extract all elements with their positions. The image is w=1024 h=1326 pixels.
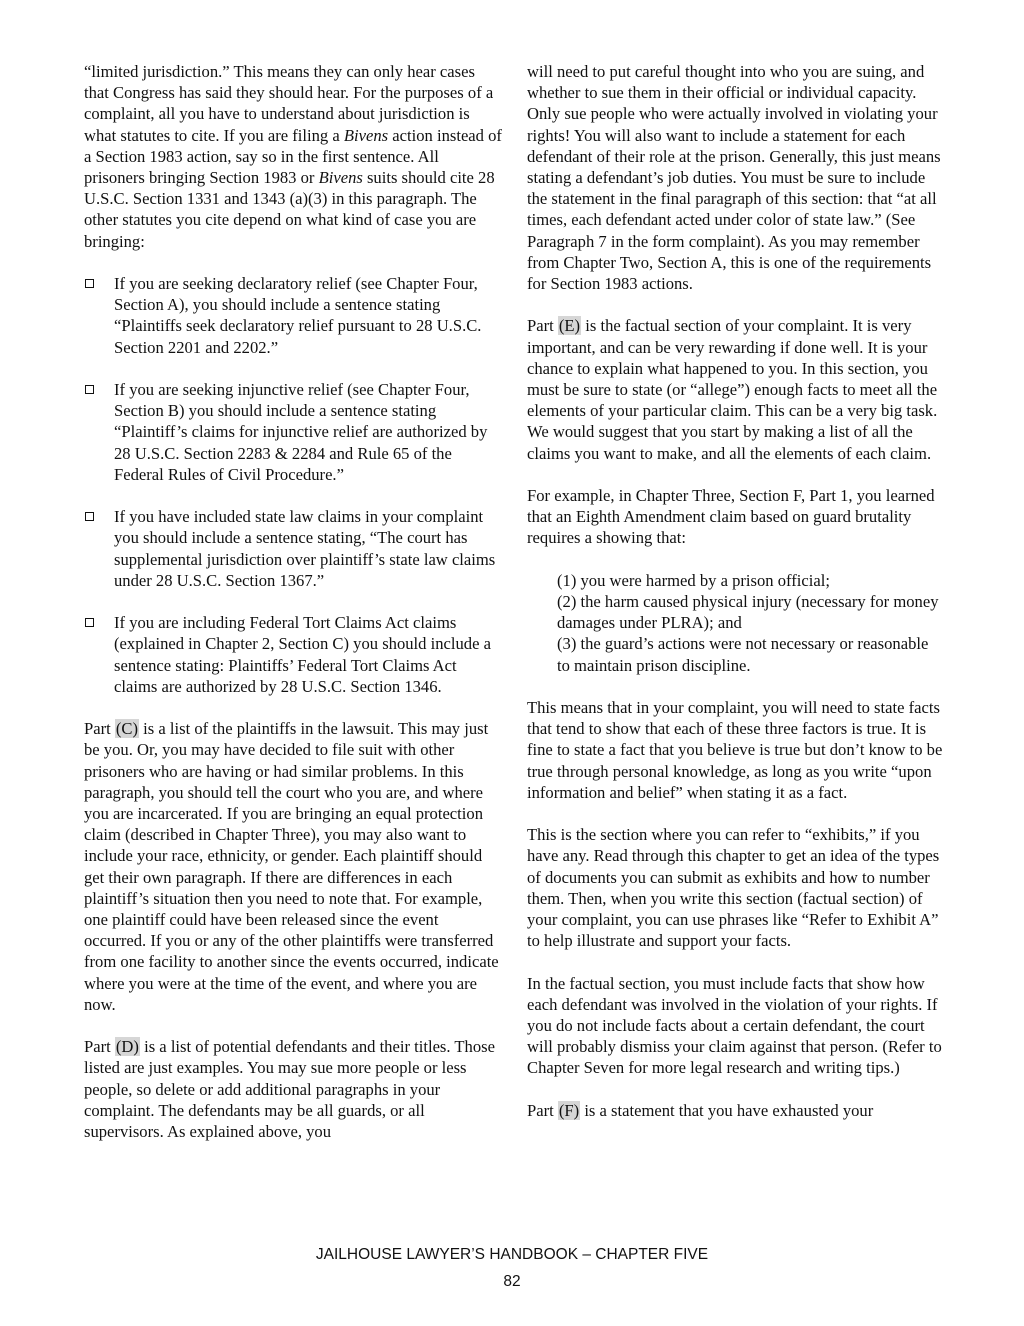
- means-paragraph: This means that in your complaint, you will need to state facts that tend to show that each of these three factors is true. It is fine to state a fact that you believe is true but don’t know to be true through personal knowledge, as long as you write “upon information and belief” when stating it as a fact.: [527, 698, 943, 802]
- bullet-text: If you are seeking injunctive relief (see Chapter Four, Section B) you should include a sentence stating “Plaintiff’s claims for injunctive relief are authorized by 28 U.S.C. Section 2283 & 2284 and Rule 65 of the Federal Rules of Civil Procedure.”: [114, 380, 488, 484]
- list-item: [84, 273, 502, 358]
- part-word: Part: [84, 1037, 115, 1057]
- intro-paragraph: [84, 61, 502, 252]
- list-item: [84, 506, 502, 591]
- part-d-paragraph: [84, 1036, 502, 1142]
- part-c-text: is a list of the plaintiffs in the lawsuit. This may just be you. Or, you may have decided to file suit with other prisoners who are having or had similar problems. In this paragraph, you should tell the court who you are, and where you are incarcerated. If you are bringing an equal protection claim (described in Chapter Three), you may also want to include your race, ethnicity, or gender. Each plaintiff should get their own paragraph. If there are differences in each plaintiff’s situation then you need to note that. For example, one plaintiff could have been released since the event occurred. If you or any of the other plaintiffs were transferred from one facility to another since the events occurred, indicate where you were at the time of the event, and where you are now.: [84, 719, 499, 1014]
- part-f-label: (F): [558, 1100, 580, 1120]
- part-e-label: (E): [558, 316, 581, 336]
- left-column: [84, 61, 502, 1163]
- intro-text-c: suits should cite 28 U.S.C. Section 1331 and 1343 (a)(3) in this paragraph. The other statutes you cite depend on what kind of case you are bringing:: [84, 168, 495, 251]
- intro-text-b: action instead of a Section 1983 action, say so in the first sentence. All prisoners bringing Section 1983 or: [84, 125, 502, 188]
- example-paragraph: For example, in Chapter Three, Section F, Part 1, you learned that an Eighth Amendment claim based on guard brutality requires a showing that:: [527, 486, 935, 548]
- part-e-text: is the factual section of your complaint. It is very important, and can be very rewarding if done well. It is your chance to explain what happened to you. In this section, you must be sure to state (or “allege”) enough facts to meet all the elements of your particular claim. This can be a very big task. We would suggest that you start by making a list of all the claims you want to make, and all the elements of each claim.: [527, 316, 938, 463]
- claim-elements-list: [527, 570, 945, 676]
- part-f-text: is a statement that you have exhausted your: [580, 1100, 874, 1120]
- part-word: Part: [84, 719, 115, 739]
- part-e-paragraph: [527, 315, 945, 463]
- bullet-text: If you are seeking declaratory relief (see Chapter Four, Section A), you should include a sentence stating “Plaintiffs seek declaratory relief pursuant to 28 U.S.C. Section 2201 and 2202.”: [114, 274, 482, 357]
- page-number: 82: [503, 1273, 521, 1290]
- checkbox-square-icon: [85, 385, 94, 394]
- footer-title: JAILHOUSE LAWYER’S HANDBOOK – CHAPTER FIVE: [315, 1246, 709, 1263]
- statute-bullet-list: [84, 273, 502, 697]
- checkbox-square-icon: [85, 512, 94, 521]
- part-d-label: (D): [115, 1037, 139, 1057]
- checkbox-square-icon: [85, 618, 94, 627]
- list-item: [84, 612, 502, 697]
- part-f-paragraph: [527, 1100, 945, 1121]
- bullet-text: If you are including Federal Tort Claims Act claims (explained in Chapter 2, Section C) you should include a sentence stating: Plaintiffs’ Federal Tort Claims Act claims are authorized by 28 U.S.C. Section 1346.: [114, 613, 491, 696]
- checkbox-square-icon: [85, 279, 94, 288]
- continuation-paragraph: will need to put careful thought into who you are suing, and whether to sue them in their official or individual capacity. Only sue people who were actually involved in violating your rights! You will also want to include a statement for each defendant of their role at the prison. Generally, this just means stating a defendant’s job duties. You must be sure to include the statement in the final paragraph of this section: that “at all times, each defendant acted under color of state law.” (See Paragraph 7 in the form complaint). As you may remember from Chapter Two, Section A, this is one of the requirements for Section 1983 actions.: [527, 62, 941, 294]
- right-column: [527, 61, 945, 1142]
- bullet-text: If you have included state law claims in your complaint you should include a sentence stating, “The court has supplemental jurisdiction over plaintiff’s state law claims under 28 U.S.C. Section 1367.”: [114, 507, 496, 590]
- factual-section-paragraph: In the factual section, you must include facts that show how each defendant was involved in the violation of your rights. If you do not include facts about a certain defendant, the court will probably dismiss your claim against that person. (Refer to Chapter Seven for more legal research and writing tips.): [527, 973, 942, 1078]
- intro-text-a: “limited jurisdiction.” This means they can only hear cases that Congress has said they should hear. For the purposes of a complaint, all you have to understand about jurisdiction is what statutes to cite. If you are filing a: [84, 62, 494, 145]
- list-item: (1) you were harmed by a prison official;: [557, 570, 830, 590]
- part-word: Part: [527, 316, 558, 336]
- part-d-text: is a list of potential defendants and their titles. Those listed are just examples. You may sue more people or less people, so delete or add additional paragraphs in your complaint. The defendants may be all guards, or all supervisors. As explained above, you: [84, 1037, 495, 1142]
- part-c-paragraph: [84, 718, 502, 1015]
- bivens-italic: Bivens: [318, 168, 363, 188]
- list-item: [84, 379, 502, 485]
- exhibits-paragraph: This is the section where you can refer to “exhibits,” if you have any. Read through this chapter to get an idea of the types of documents you can submit as exhibits and how to number them. Then, when you write this section (factual section) of your complaint, you can use phrases like “Refer to Exhibit A” to help illustrate and support your facts.: [527, 825, 940, 951]
- part-word: Part: [527, 1100, 558, 1120]
- bivens-italic: Bivens: [343, 125, 389, 145]
- part-c-label: (C): [115, 719, 139, 739]
- list-item: (2) the harm caused physical injury (necessary for money damages under PLRA); and: [557, 592, 939, 633]
- list-item: (3) the guard’s actions were not necessary or reasonable to maintain prison discipline.: [557, 634, 929, 675]
